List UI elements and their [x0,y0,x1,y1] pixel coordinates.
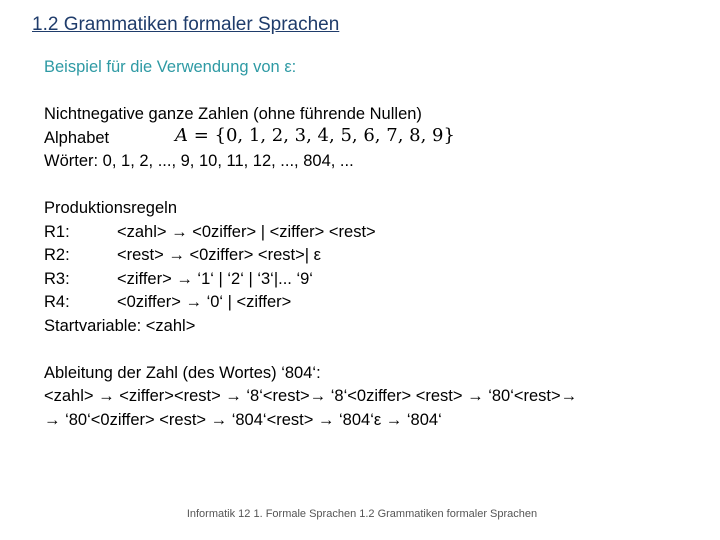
rule-body: <rest> → <0ziffer> <rest>| ε [117,246,321,264]
spacer [44,80,577,104]
slide-content [44,56,577,432]
alphabet-label: Alphabet [44,128,110,147]
rule-label: R3: [44,269,70,288]
rule-body: <zahl> → <0ziffer> | <ziffer> <rest> [117,222,376,241]
intro-heading: Nichtnegative ganze Zahlen (ohne führende Nullen) [44,105,422,123]
spacer [44,338,577,362]
rule-label: R4: [44,293,70,311]
words-line: Wörter: 0, 1, 2, ..., 9, 10, 11, 12, ..., 804, ... [44,152,354,170]
slide-footer: Informatik 12 1. Formale Sprachen 1.2 Grammatiken formaler Sprachen [186,508,538,520]
rule-label: R1: [44,222,70,241]
rule-body: <ziffer> → ‘1‘ | ‘2‘ | ‘3‘|... ‘9‘ [117,269,313,288]
rule-r1 [44,221,577,245]
rule-r3 [44,268,577,292]
production-heading: Produktionsregeln [44,199,177,217]
derivation-heading: Ableitung der Zahl (des Wortes) ‘804‘: [44,363,321,382]
alphabet-formula [175,124,455,148]
start-variable: Startvariable: <zahl> [44,316,196,335]
rule-body: <0ziffer> → ‘0‘ | <ziffer> [117,293,292,311]
alphabet-variable: A [175,124,188,146]
slide-subtitle: Beispiel für die Verwendung von ε: [44,58,297,76]
alphabet-row [44,124,577,151]
derivation-line-2: → ‘80‘<0ziffer> <rest> → ‘804‘<rest> → ‘804‘ε → ‘804‘ [44,410,442,429]
derivation-line-1: <zahl> → <ziffer><rest> → ‘8‘<rest>→ ‘8‘<0ziffer> <rest> → ‘80‘<rest>→ [44,387,578,405]
rule-r2 [44,244,577,268]
rule-r4 [44,291,577,315]
rule-label: R2: [44,246,70,264]
spacer [44,174,577,198]
slide-title: 1.2 Grammatiken formaler Sprachen [32,14,340,35]
alphabet-set: = {0, 1, 2, 3, 4, 5, 6, 7, 8, 9} [188,124,455,146]
